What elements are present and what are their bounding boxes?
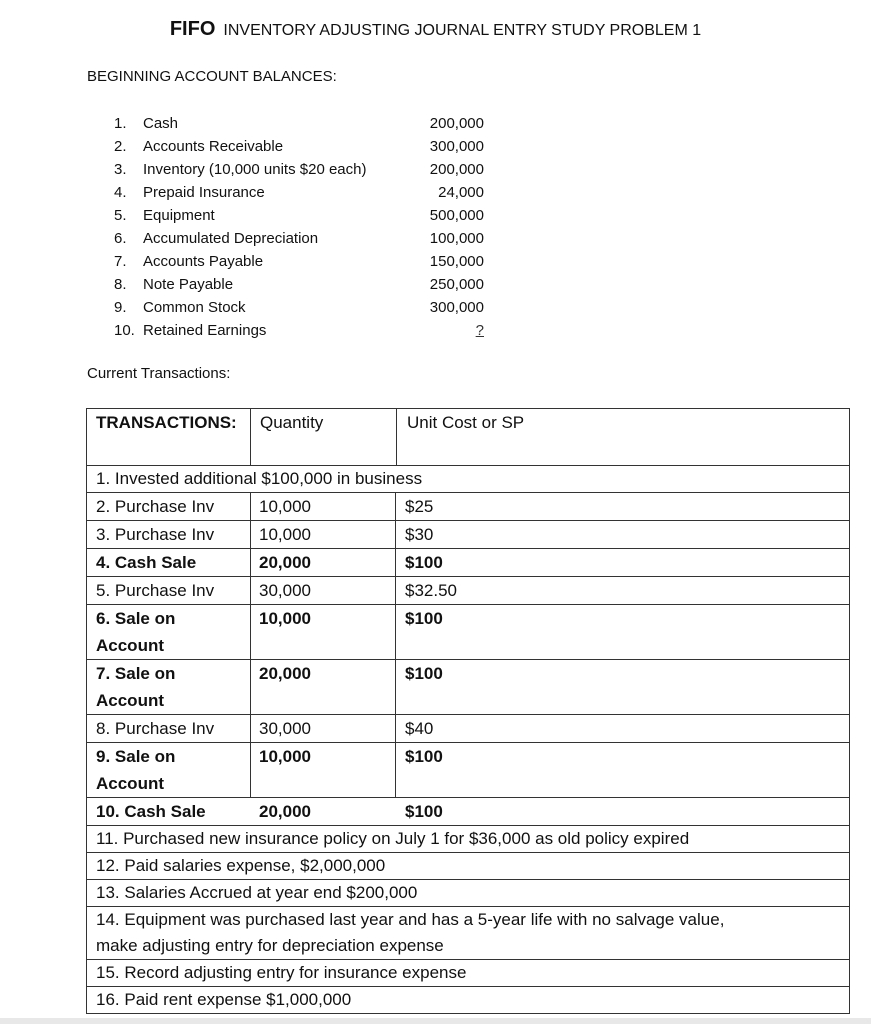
balance-label: Cash (143, 115, 179, 132)
transactions-table (86, 408, 850, 1014)
transaction-label: 4. Cash Sale (87, 549, 251, 576)
balance-amount: 500,000 (429, 207, 484, 224)
transaction-8 (86, 714, 850, 742)
transaction-quantity: 10,000 (251, 521, 396, 548)
transaction-15: 15. Record adjusting entry for insurance expense (86, 959, 850, 986)
balance-label: Note Payable (143, 276, 234, 293)
balance-label: Retained Earnings (143, 322, 267, 339)
current-transactions-heading: Current Transactions: (87, 365, 231, 382)
transaction-14 (86, 906, 850, 959)
table-header-row (86, 408, 850, 465)
transaction-11: 11. Purchased new insurance policy on July 1 for $36,000 as old policy expired (86, 825, 850, 852)
transaction-label-line1: 6. Sale on (96, 609, 176, 628)
transaction-label: 3. Purchase Inv (87, 521, 251, 548)
transaction-quantity: 10,000 (251, 743, 396, 797)
transaction-label: 8. Purchase Inv (87, 715, 251, 742)
transaction-unit-cost: $100 (405, 609, 443, 628)
transaction-label: 5. Purchase Inv (87, 577, 251, 604)
header-unit-cost: Unit Cost or SP (407, 413, 525, 432)
transaction-label: 10. Cash Sale (96, 802, 206, 821)
transaction-2 (86, 492, 850, 520)
balance-number: 6. (114, 230, 127, 247)
document-title (0, 18, 871, 41)
transaction-4 (86, 548, 850, 576)
transaction-13: 13. Salaries Accrued at year end $200,000 (86, 879, 850, 906)
balance-number: 9. (114, 299, 127, 316)
beginning-balances-heading: BEGINNING ACCOUNT BALANCES: (87, 68, 337, 85)
transaction-unit-cost: $100 (405, 802, 443, 821)
retained-earnings-unknown: ? (475, 322, 484, 339)
transaction-10 (86, 797, 850, 825)
balance-number: 2. (114, 138, 127, 155)
balances-list (114, 112, 494, 342)
balance-amount: 250,000 (429, 276, 484, 293)
transaction-14-line2: make adjusting entry for depreciation expense (96, 936, 444, 955)
transaction-7 (86, 659, 850, 714)
balance-row (114, 319, 494, 342)
transaction-label-line2: Account (96, 691, 164, 710)
transaction-quantity: 20,000 (251, 549, 396, 576)
balance-amount: 300,000 (429, 299, 484, 316)
title-rest: INVENTORY ADJUSTING JOURNAL ENTRY STUDY PROBLEM 1 (223, 22, 702, 39)
balance-label: Accounts Payable (143, 253, 264, 270)
title-fifo: FIFO (169, 18, 216, 40)
balance-amount: 300,000 (429, 138, 484, 155)
balance-label: Accounts Receivable (143, 138, 284, 155)
balance-amount: 200,000 (429, 115, 484, 132)
transaction-quantity: 10,000 (251, 493, 396, 520)
balance-row (114, 135, 494, 158)
balance-row (114, 227, 494, 250)
transaction-unit-cost: $100 (405, 664, 443, 683)
transaction-label-line1: 7. Sale on (96, 664, 176, 683)
balance-number: 4. (114, 184, 127, 201)
transaction-3 (86, 520, 850, 548)
transaction-unit-cost: $100 (405, 747, 443, 766)
transaction-label (87, 605, 251, 659)
balance-amount: 100,000 (429, 230, 484, 247)
transaction-16: 16. Paid rent expense $1,000,000 (86, 986, 850, 1014)
header-transactions: TRANSACTIONS: (87, 409, 251, 465)
balance-number: 1. (114, 115, 127, 132)
balance-row (114, 204, 494, 227)
balance-label: Accumulated Depreciation (143, 230, 319, 247)
balance-label: Prepaid Insurance (143, 184, 265, 201)
transaction-label (87, 743, 251, 797)
transaction-14-line1: 14. Equipment was purchased last year and has a 5-year life with no salvage value, (96, 910, 725, 929)
bottom-bar (0, 1018, 871, 1024)
transaction-label: 2. Purchase Inv (87, 493, 251, 520)
balance-row (114, 158, 494, 181)
transaction-12: 12. Paid salaries expense, $2,000,000 (86, 852, 850, 879)
balance-row (114, 273, 494, 296)
balance-label: Inventory (10,000 units $20 each) (143, 161, 367, 178)
transaction-quantity: 30,000 (251, 715, 396, 742)
transaction-9 (86, 742, 850, 797)
transaction-quantity: 30,000 (251, 577, 396, 604)
transaction-unit-cost: $32.50 (405, 581, 457, 600)
header-quantity: Quantity (252, 409, 397, 465)
transaction-label (87, 660, 251, 714)
balance-row (114, 296, 494, 319)
transaction-1: 1. Invested additional $100,000 in business (86, 465, 850, 492)
transaction-5 (86, 576, 850, 604)
balance-row (114, 250, 494, 273)
transaction-unit-cost: $30 (405, 525, 434, 544)
balance-label: Common Stock (143, 299, 246, 316)
transaction-quantity: 10,000 (251, 605, 396, 659)
transaction-unit-cost: $100 (405, 553, 443, 572)
balance-number: 7. (114, 253, 127, 270)
transaction-quantity: 20,000 (259, 802, 311, 821)
balance-amount: 150,000 (429, 253, 484, 270)
transaction-unit-cost: $25 (405, 497, 434, 516)
transaction-quantity: 20,000 (251, 660, 396, 714)
transaction-label-line2: Account (96, 774, 164, 793)
balance-number: 10. (114, 322, 135, 339)
balance-number: 8. (114, 276, 127, 293)
balance-number: 3. (114, 161, 127, 178)
balance-amount: 24,000 (438, 184, 484, 201)
balance-number: 5. (114, 207, 127, 224)
transaction-6 (86, 604, 850, 659)
balance-amount: 200,000 (429, 161, 484, 178)
balance-row (114, 181, 494, 204)
transaction-unit-cost: $40 (405, 719, 434, 738)
transaction-label-line1: 9. Sale on (96, 747, 176, 766)
balance-label: Equipment (143, 207, 215, 224)
balance-row (114, 112, 494, 135)
transaction-label-line2: Account (96, 636, 164, 655)
